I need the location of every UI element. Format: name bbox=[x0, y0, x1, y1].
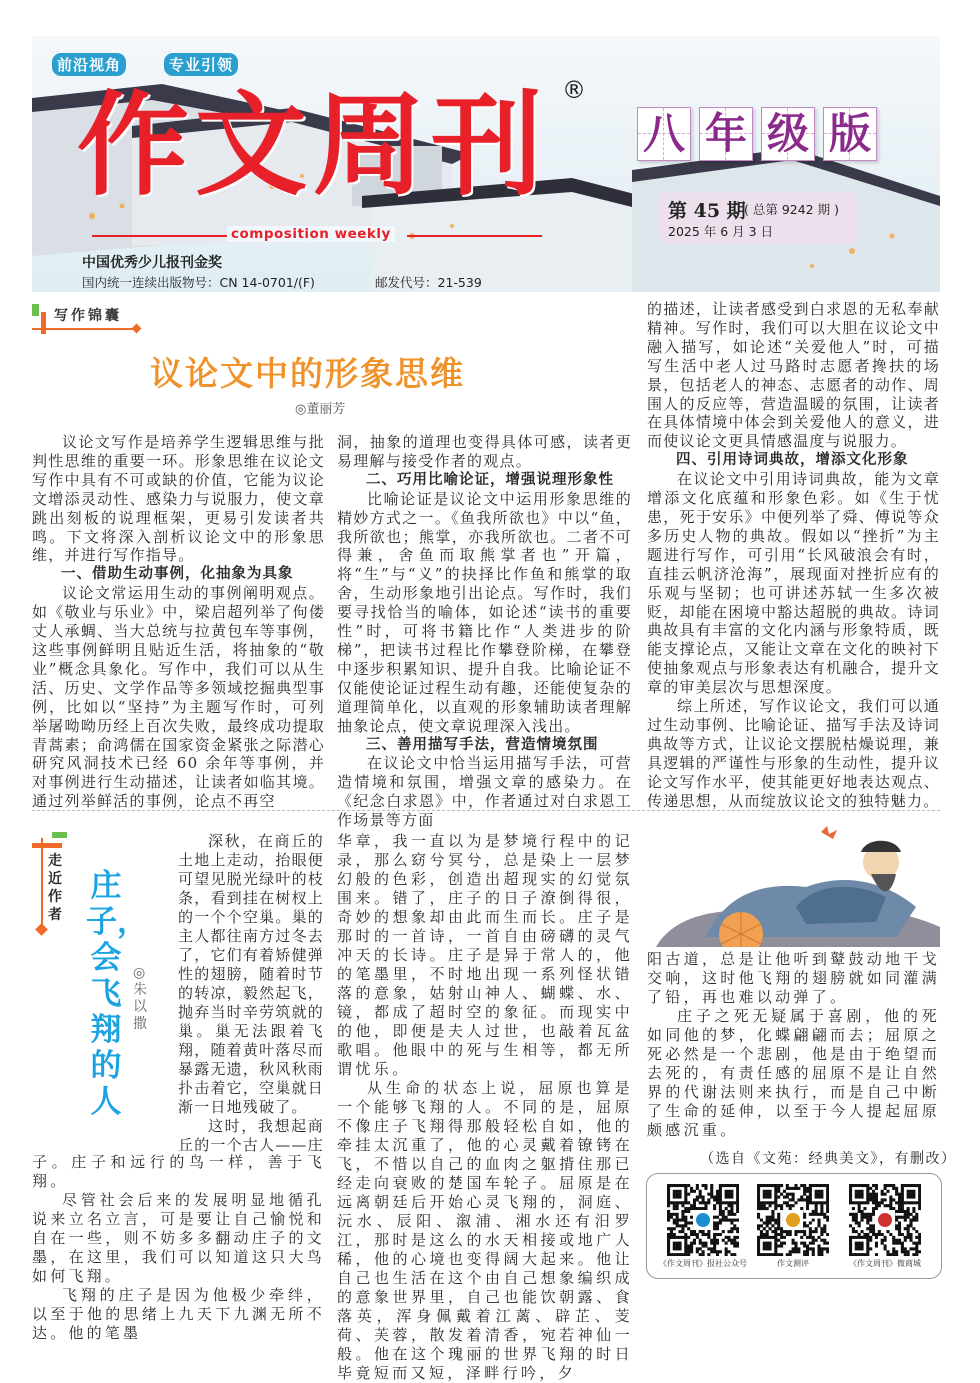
paragraph: 深秋，在商丘的土地上走动，抬眼便可望见脱光绿叶的枝条，看到挂在树杈上的一个个空巢。巢的主人都往南方过冬去了，它们有着矫健弹性的翅膀，随着时节的转凉，毅然起飞，抛弃当时辛劳筑就的巢。巢无法跟着飞翔，随着黄叶落尽而暴露无遗，秋风秋雨扑击着它，空巢就日渐一日地残破了。 bbox=[178, 832, 324, 1116]
edition-char: 版 bbox=[828, 109, 871, 158]
house-logo-icon bbox=[878, 1213, 892, 1227]
subheading: 四、引用诗词典故，增添文化形象 bbox=[676, 452, 909, 469]
paragraph: 比喻论证是议论文中运用形象思维的精妙方式之一。《鱼我所欲也》中以“鱼，我所欲也；熊掌，亦我所欲也。二者不可得兼，舍鱼而取熊掌者也”开篇，将“生”与“义”的抉择比作鱼和熊掌的取舍，生动形象地引出论点。写作时，我们要寻找恰当的喻体，如论述“读书的重要性”时，可将书籍比作“人类进步的阶梯”，把读书过程比作攀登阶梯，在攀登中逐步积累知识、提升自我。比喻论证不仅能使论证过程生动有趣，还能使复杂的道理简单化，以直观的形象辅助读者理解抽象论点，使文章说理深入浅出。 bbox=[337, 489, 632, 735]
edition-char: 级 bbox=[766, 109, 809, 158]
edition-char: 八 bbox=[642, 109, 685, 158]
edition-char-box bbox=[761, 107, 815, 161]
divider bbox=[92, 235, 227, 237]
circle-person-logo-icon bbox=[786, 1213, 800, 1227]
qr-code-writing-evaluation[interactable] bbox=[757, 1184, 829, 1256]
qr-code-panel bbox=[646, 1173, 942, 1279]
section-divider bbox=[32, 810, 940, 811]
qr-label: 《作文周刊》微商城 bbox=[849, 1259, 921, 1268]
article-author: ◎朱以撒 bbox=[133, 965, 147, 1032]
article-column-narrow bbox=[178, 832, 324, 1155]
book-wave-logo-icon bbox=[696, 1213, 710, 1227]
issue-date: 2025 年 6 月 3 日 bbox=[668, 224, 774, 239]
edition-char: 年 bbox=[704, 109, 747, 158]
edition-char-box bbox=[637, 107, 691, 161]
edition-char-box bbox=[699, 107, 753, 161]
section-label: 走近作者 bbox=[48, 853, 62, 923]
section-label: 写作锦囊 bbox=[54, 308, 122, 324]
subheading: 三、善用描写手法，营造情境氛围 bbox=[366, 736, 599, 753]
slogan-badge: 前沿视角 bbox=[52, 53, 126, 76]
paragraph: 飞翔的庄子是因为他极少牵绊，以至于他的思绪上九天下九渊无所不达。他的笔墨 bbox=[32, 1286, 325, 1342]
article-column-2 bbox=[337, 433, 632, 830]
paragraph: 尽管社会后来的发展明显地循孔说来立名立言，可是要让自己愉悦和自在一些，则不妨多多翻动庄子的文墨，在这里，我们可以知道这只大鸟如何飞翔。 bbox=[32, 1191, 325, 1285]
total-issue: ( 总第 9242 期 ) bbox=[744, 202, 839, 217]
subheading: 一、借助生动事例，化抽象为具象 bbox=[61, 566, 294, 583]
paragraph: 从生命的状态上说，屈原也算是一个能够飞翔的人。不同的是，屈原不像庄子飞翔得那般轻松自如，他的牵挂太沉重了，他的心灵戴着镣铐在飞，不惜以自己的血肉之躯揹住那已经走向衰败的楚国车轮子。屈原是在远离朝廷后开始心灵飞翔的，洞庭、沅水、辰阳、溆浦、湘水还有汨罗江，那时是这么的水天相接或地广人稀，他的心境也变得阔大起来。他让自己也生活在这个由自己想象编织成的意象世界里，自己也能饮朝露、食落英，浑身佩戴着江蓠、辟芷、芰荷、芙蓉，散发着清香，宛若神仙一般。他在这个瑰丽的世界飞翔的时日毕竟短而又短，泽畔行吟，夕 bbox=[337, 1079, 633, 1382]
issue-info-box bbox=[658, 192, 858, 244]
article-column-right bbox=[647, 950, 940, 1140]
edition-char-box bbox=[823, 107, 877, 161]
paragraph: 庄子之死无疑属于喜剧，他的死如同他的梦，化蝶翩翩而去；屈原之死必然是一个悲剧，他是由于绝望而去死的，有责任感的屈原不是让自然界的代谢法则来执行，而是自己中断了生命的延伸，以至于今人提起屈原颇感沉重。 bbox=[647, 1007, 940, 1139]
english-title: composition weekly bbox=[227, 226, 395, 242]
article-column-wide bbox=[32, 1153, 325, 1343]
qr-code-micro-store[interactable] bbox=[849, 1184, 921, 1256]
newspaper-title: 作文周刊 bbox=[77, 80, 549, 211]
qr-label: 《作文周刊》报社公众号 bbox=[659, 1259, 747, 1268]
postal-code: 邮发代号：21-539 bbox=[375, 275, 482, 290]
paragraph: 议论文写作是培养学生逻辑思维与批判性思维的重要一环。形象思维在议论文写作中具有不可或缺的价值，它能为议论文增添灵动性、感染力与说服力，使文章跳出刻板的说理框架，更易引发读者共鸣。下文将深入剖析议论文中的形象思维，并进行写作指导。 bbox=[32, 433, 325, 565]
article-source: （选自《文苑：经典美文》，有删改） bbox=[700, 1151, 957, 1167]
slogan-badge: 专业引领 bbox=[164, 53, 238, 76]
subheading: 二、巧用比喻论证，增强说理形象性 bbox=[366, 471, 614, 488]
paragraph: 洞，抽象的道理也变得具体可感，读者更易理解与接受作者的观点。 bbox=[337, 433, 632, 470]
paragraph: 阳古道，总是让他听到鼙鼓动地干戈交响，这时他飞翔的翅膀就如同灌满了铅，再也难以动弹了。 bbox=[647, 950, 940, 1006]
butterfly-icon bbox=[821, 826, 837, 839]
section-label-writing-tips bbox=[32, 304, 147, 334]
qr-label: 作文测评 bbox=[777, 1259, 809, 1268]
zhuangzi-illustration bbox=[646, 812, 940, 947]
masthead bbox=[32, 36, 940, 292]
article-column-middle bbox=[337, 832, 633, 1383]
paragraph: 在议论文中恰当运用描写手法，可营造情境和氛围，增强文章的感染力。在《纪念白求恩》中，作者通过对白求恩工作场景等方面 bbox=[337, 754, 632, 830]
article-title: 议论文中的形象思维 bbox=[150, 354, 465, 393]
registered-mark: ® bbox=[562, 76, 586, 104]
award-text: 中国优秀少儿报刊金奖 bbox=[82, 255, 222, 271]
cn-number: 国内统一连续出版物号：CN 14-0701/(F) bbox=[82, 275, 315, 290]
paragraph: 的描述，让读者感受到白求恩的无私奉献精神。写作时，我们可以大胆在议论文中融入描写，如论述“关爱他人”时，可描写生活中老人过马路时志愿者搀扶的场景，包括老人的神态、志愿者的动作、周围人的反应等，营造温暖的氛围，让读者在具体情境中体会到关爱他人的意义，进而使议论文更具情感温度与说服力。 bbox=[647, 300, 940, 451]
article-author: ◎董丽芳 bbox=[295, 402, 346, 417]
paragraph: 子。庄子和远行的鸟一样，善于飞翔。 bbox=[32, 1153, 325, 1190]
paragraph: 这时，我想起商丘的一个古人——庄 bbox=[178, 1117, 324, 1154]
paragraph: 综上所述，写作议论文，我们可以通过生动事例、比喻论证、描写手法及诗词典故等方式，让议论文摆脱枯燥说理，兼具逻辑的严谨性与形象的生动性，提升议论文写作水平，使其能更好地表达观点、传递思想，从而绽放议论文的独特魅力。 bbox=[647, 697, 940, 810]
paragraph: 华章，我一直以为是梦境行程中的记录，那么窈兮冥兮，总是染上一层梦幻般的色彩，创造出超现实的幻觉氛围来。错了，庄子的日子潦倒得很，奇妙的想象却由此而生而长。庄子是那时的一首诗，一首自由磅礴的灵气冲天的长诗。庄子是异于常人的，他的笔墨里，不时地出现一系列怪状错落的意象，姑射山神人、蝴蝶、水、镜，都成了超时空的象征。而现实中的他，即便是夫人过世，也敲着瓦盆歌唱。他眼中的死与生相等，都无所谓忧乐。 bbox=[337, 832, 633, 1078]
article-column-3 bbox=[647, 300, 940, 810]
paragraph: 在议论文中引用诗词典故，能为文章增添文化底蕴和形象色彩。如《生于忧患，死于安乐》中便列举了舜、傅说等众多历史人物的典故。假如以“挫折”为主题进行写作，可引用“长风破浪会有时，直挂云帆济沧海”，展现面对挫折应有的乐观与坚韧；也可讲述苏轼一生多次被贬，却能在困境中豁达超脱的典故。诗词典故具有丰富的文化内涵与形象特质，既能支撑论点，又能让文章在文化的映衬下使抽象观点与形象表达有机融合，提升文章的审美层次与思想深度。 bbox=[647, 470, 940, 697]
issue-number: 第 45 期 bbox=[668, 200, 746, 222]
article-column-1 bbox=[32, 433, 325, 811]
article-title: 庄子，会飞翔的人 bbox=[86, 868, 148, 1120]
qr-code-official-account[interactable] bbox=[667, 1184, 739, 1256]
divider bbox=[407, 235, 542, 237]
paragraph: 议论文常运用生动的事例阐明观点。如《敬业与乐业》中，梁启超列举了佝偻丈人承蜩、当大总统与拉黄包车等事例，这些事例鲜明且贴近生活，将抽象的“敬业”概念具象化。写作中，我们可以从生活、历史、文学作品等多领域挖掘典型事例，比如以“坚持”为主题写作时，可列举屠呦呦历经上百次失败，最终成功提取青蒿素；俞鸿儒在国家资金紧张之际潜心研究风洞技术已经 60 余年等事例，并对事例进行生动描述，让读者如临其境。通过列举鲜活的事例，论点不再空 bbox=[32, 584, 325, 811]
